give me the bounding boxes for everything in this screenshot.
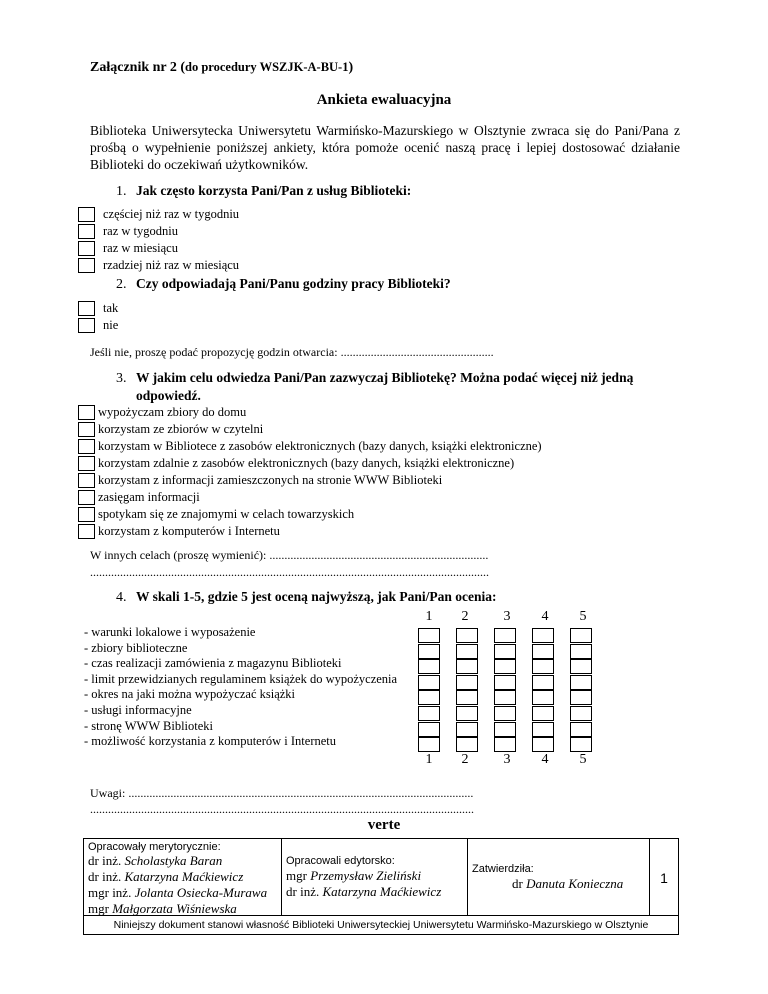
scale-label-bottom: 4 (541, 752, 549, 767)
rating-checkbox[interactable] (532, 690, 554, 705)
rating-checkbox[interactable] (418, 690, 440, 705)
author: dr inż. Scholastyka Baran (88, 853, 223, 868)
checkbox[interactable] (78, 507, 95, 522)
question-1: 1. Jak często korzysta Pani/Pan z usług Biblioteki: (116, 183, 412, 199)
checkbox[interactable] (78, 439, 95, 454)
q3-option[interactable]: spotykam się ze znajomymi w celach towarzyskich (78, 506, 542, 523)
q3-options (78, 404, 542, 540)
editors-label: Opracowali edytorsko: (286, 855, 395, 867)
page-number: 1 (660, 870, 668, 886)
checkbox[interactable] (78, 224, 95, 239)
checkbox[interactable] (78, 473, 95, 488)
q3-other-line2[interactable]: ..................................................................................................................................... (90, 565, 489, 579)
authors-label: Opracowały merytorycznie: (88, 841, 221, 853)
scale-label-bottom: 5 (579, 752, 587, 767)
verte-label: verte (367, 817, 401, 833)
checkbox[interactable] (78, 318, 95, 333)
checkbox[interactable] (78, 207, 95, 222)
editor: mgr Przemysław Zieliński (286, 868, 422, 883)
annex-close: ) (348, 60, 354, 75)
q2-option[interactable]: nie (78, 317, 118, 334)
annex-label: Załącznik nr 2 ( (90, 60, 186, 75)
rating-checkbox[interactable] (570, 722, 592, 737)
rating-checkbox[interactable] (456, 737, 478, 752)
rating-checkbox[interactable] (532, 737, 554, 752)
rating-checkbox[interactable] (494, 722, 516, 737)
rating-checkbox[interactable] (418, 628, 440, 643)
remarks-line1[interactable]: Uwagi: ................................................................................................................... (90, 786, 474, 800)
rating-checkbox[interactable] (456, 690, 478, 705)
rating-checkbox[interactable] (456, 706, 478, 721)
annex-header (90, 60, 353, 76)
author: dr inż. Katarzyna Maćkiewicz (88, 869, 244, 884)
q3-option[interactable]: korzystam ze zbiorów w czytelni (78, 421, 542, 438)
rating-checkbox[interactable] (494, 644, 516, 659)
q3-option[interactable]: korzystam w Bibliotece z zasobów elektronicznych (bazy danych, książki elektroniczne) (78, 438, 542, 455)
rating-checkbox[interactable] (494, 628, 516, 643)
rating-checkbox[interactable] (570, 737, 592, 752)
q1-option[interactable]: częściej niż raz w tygodniu (78, 206, 239, 223)
checkbox[interactable] (78, 405, 95, 420)
q3-option[interactable]: wypożyczam zbiory do domu (78, 404, 542, 421)
rating-item: - zbiory biblioteczne (84, 640, 188, 655)
rating-checkbox[interactable] (456, 722, 478, 737)
rating-item: - stronę WWW Biblioteki (84, 718, 214, 733)
survey-title: Ankieta ewaluacyjna (316, 92, 452, 108)
rating-checkbox[interactable] (494, 659, 516, 674)
checkbox[interactable] (78, 456, 95, 471)
rating-checkbox[interactable] (532, 628, 554, 643)
intro-paragraph: Biblioteka Uniwersytecka Uniwersytetu Warmińsko-Mazurskiego w Olsztynie zwraca się do Pani/Pana z prośbą o wypełnienie poniższej ankiety, która pomoże ocenić naszą pracę i lepiej dostosować działanie Biblioteki do oczekiwań użytkowników. (90, 123, 680, 172)
rating-checkbox[interactable] (456, 628, 478, 643)
checkbox[interactable] (78, 241, 95, 256)
rating-item: - możliwość korzystania z komputerów i Internetu (84, 734, 337, 749)
rating-checkbox[interactable] (418, 675, 440, 690)
scale-label-top: 4 (541, 609, 549, 624)
q1-options (78, 206, 239, 274)
q2-options (78, 300, 118, 334)
q1-option[interactable]: raz w tygodniu (78, 223, 239, 240)
rating-checkbox[interactable] (494, 690, 516, 705)
q3-option[interactable]: korzystam zdalnie z zasobów elektronicznych (bazy danych, książki elektroniczne) (78, 455, 542, 472)
checkbox[interactable] (78, 258, 95, 273)
rating-checkbox[interactable] (418, 737, 440, 752)
approval-label: Zatwierdziła: (472, 863, 534, 875)
rating-checkbox[interactable] (570, 675, 592, 690)
q3-option[interactable]: korzystam z informacji zamieszczonych na stronie WWW Biblioteki (78, 472, 542, 489)
scale-label-bottom: 2 (461, 752, 469, 767)
rating-item: - czas realizacji zamówienia z magazynu Biblioteki (84, 656, 342, 671)
question-3: 3. W jakim celu odwiedza Pani/Pan zazwyczaj Bibliotekę? Można podać więcej niż jedną odpowiedź. (116, 370, 634, 403)
q2-option[interactable]: tak (78, 300, 118, 317)
rating-checkbox[interactable] (532, 722, 554, 737)
scale-label-top: 5 (579, 609, 587, 624)
question-2: 2. Czy odpowiadają Pani/Panu godziny pracy Biblioteki? (116, 276, 451, 292)
checkbox[interactable] (78, 490, 95, 505)
author: mgr inż. Jolanta Osiecka-Murawa (88, 885, 268, 900)
checkbox[interactable] (78, 301, 95, 316)
rating-checkbox[interactable] (570, 690, 592, 705)
rating-checkbox[interactable] (532, 644, 554, 659)
scale-label-bottom: 1 (425, 752, 433, 767)
footer-editors (282, 839, 468, 916)
author: mgr Małgorzata Wiśniewska (88, 901, 237, 916)
q3-other-line1[interactable]: W innych celach (proszę wymienić): ......................................................................... (90, 548, 489, 562)
q1-option[interactable]: raz w miesiącu (78, 240, 239, 257)
question-4: 4. W skali 1-5, gdzie 5 jest oceną najwyższą, jak Pani/Pan ocenia: (116, 589, 497, 605)
editor: dr inż. Katarzyna Maćkiewicz (286, 884, 442, 899)
rating-checkbox[interactable] (494, 737, 516, 752)
rating-checkbox[interactable] (418, 659, 440, 674)
q1-option[interactable]: rzadziej niż raz w miesiącu (78, 257, 239, 274)
rating-checkbox[interactable] (570, 659, 592, 674)
procedure-ref: do procedury WSZJK-A-BU-1 (185, 60, 349, 74)
rating-checkbox[interactable] (570, 706, 592, 721)
remarks-line2[interactable]: ................................................................................................................................ (90, 802, 474, 816)
rating-checkbox[interactable] (494, 675, 516, 690)
ownership-note: Niniejszy dokument stanowi własność Biblioteki Uniwersyteckiej Uniwersytetu Warmińsko-Mazurskiego w Olsztynie (84, 915, 678, 934)
checkbox[interactable] (78, 524, 95, 539)
checkbox[interactable] (78, 422, 95, 437)
approver: dr Danuta Konieczna (512, 876, 624, 891)
rating-checkbox[interactable] (418, 644, 440, 659)
scale-label-top: 1 (425, 609, 433, 624)
footer-approval (468, 839, 650, 916)
rating-item: - okres na jaki można wypożyczać książki (84, 687, 296, 702)
rating-items (84, 625, 397, 750)
rating-checkbox[interactable] (532, 675, 554, 690)
footer-authors (84, 839, 282, 916)
rating-item: - usługi informacyjne (84, 702, 192, 717)
scale-label-top: 2 (461, 609, 469, 624)
rating-checkbox[interactable] (418, 706, 440, 721)
scale-label-bottom: 3 (503, 752, 511, 767)
rating-checkbox[interactable] (570, 628, 592, 643)
rating-checkbox[interactable] (494, 706, 516, 721)
q3-option[interactable]: zasięgam informacji (78, 489, 542, 506)
rating-checkbox[interactable] (532, 706, 554, 721)
rating-checkbox[interactable] (456, 675, 478, 690)
rating-checkbox[interactable] (418, 722, 440, 737)
scale-label-top: 3 (503, 609, 511, 624)
rating-item: - warunki lokalowe i wyposażenie (84, 625, 256, 639)
rating-checkbox[interactable] (570, 644, 592, 659)
q2-note: Jeśli nie, proszę podać propozycję godzin otwarcia: ................................................... (90, 345, 494, 359)
rating-checkbox[interactable] (532, 659, 554, 674)
document-footer (83, 838, 679, 935)
rating-item: - limit przewidzianych regulaminem książek do wypożyczenia (84, 671, 398, 686)
q3-option[interactable]: korzystam z komputerów i Internetu (78, 523, 542, 540)
rating-checkbox[interactable] (456, 644, 478, 659)
rating-checkbox[interactable] (456, 659, 478, 674)
